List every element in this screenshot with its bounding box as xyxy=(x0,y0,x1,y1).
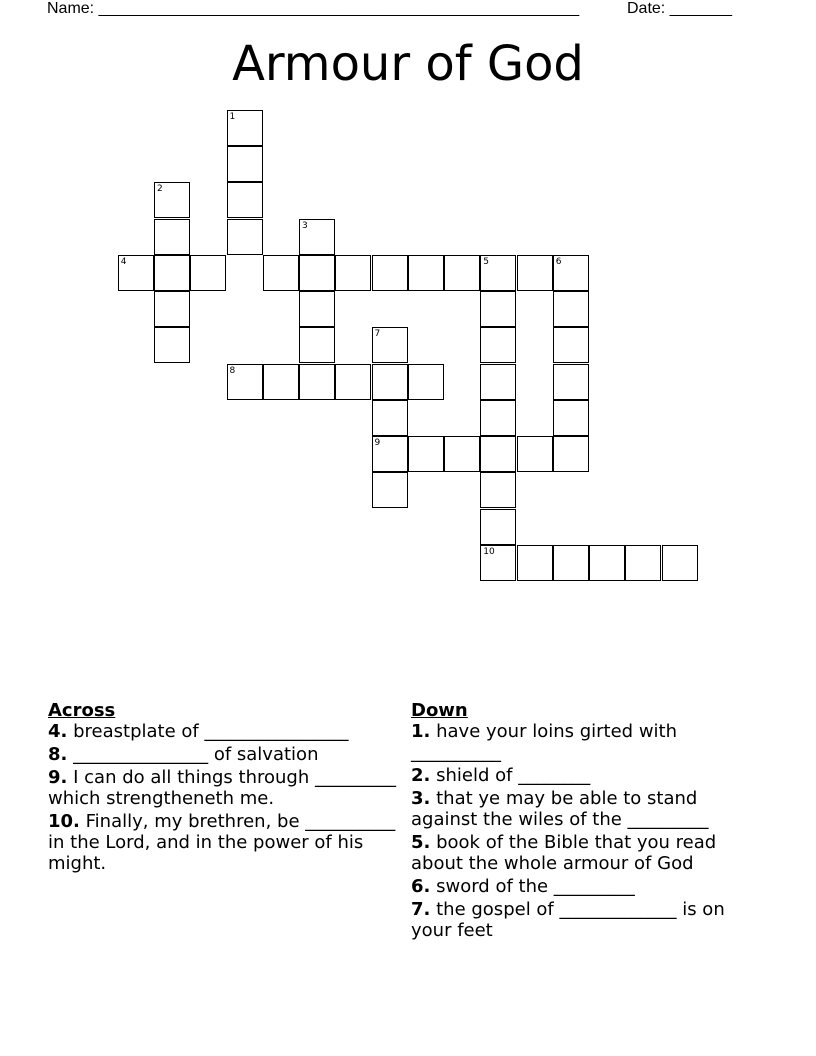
crossword-cell[interactable] xyxy=(553,436,589,472)
clue-text: _______________ of salvation xyxy=(73,744,319,765)
cell-number: 6 xyxy=(555,256,562,267)
across-clues xyxy=(48,700,398,876)
crossword-cell[interactable] xyxy=(118,255,154,291)
down-clues xyxy=(411,700,751,943)
crossword-cell[interactable] xyxy=(372,436,408,472)
crossword-cell[interactable] xyxy=(553,291,589,327)
date-field-label: Date: _______ xyxy=(627,0,732,17)
cell-number: 5 xyxy=(483,256,489,267)
crossword-cell[interactable] xyxy=(227,219,263,255)
cell-number: 10 xyxy=(483,546,495,557)
crossword-cell[interactable] xyxy=(190,255,226,291)
clue-number: 2. xyxy=(411,765,431,786)
clue-number: 8. xyxy=(48,744,68,765)
crossword-cell[interactable] xyxy=(408,255,444,291)
crossword-cell[interactable] xyxy=(480,364,516,400)
crossword-cell[interactable] xyxy=(372,472,408,508)
clue-number: 1. xyxy=(411,721,431,742)
down-heading: Down xyxy=(411,700,468,721)
crossword-cell[interactable] xyxy=(227,146,263,182)
clue-number: 3. xyxy=(411,788,431,809)
name-field-label: Name: ______________________________________________________ xyxy=(47,0,580,17)
crossword-cell[interactable] xyxy=(480,291,516,327)
crossword-cell[interactable] xyxy=(227,182,263,218)
crossword-cell[interactable] xyxy=(480,509,516,545)
clue-text: book of the Bible that you read about the whole armour of God xyxy=(411,832,717,874)
crossword-cell[interactable] xyxy=(517,545,553,581)
crossword-cell[interactable] xyxy=(227,110,263,146)
across-clue xyxy=(48,811,398,874)
crossword-cell[interactable] xyxy=(154,219,190,255)
cell-number: 7 xyxy=(374,329,381,340)
down-clue xyxy=(411,765,751,786)
crossword-cell[interactable] xyxy=(553,327,589,363)
crossword-cell[interactable] xyxy=(408,436,444,472)
crossword-cell[interactable] xyxy=(553,364,589,400)
crossword-cell[interactable] xyxy=(263,255,299,291)
across-clue xyxy=(48,744,398,765)
crossword-cell[interactable] xyxy=(335,364,371,400)
down-clue xyxy=(411,876,751,897)
clue-number: 5. xyxy=(411,832,431,853)
cell-number: 9 xyxy=(374,438,381,448)
crossword-cell[interactable] xyxy=(480,436,516,472)
cell-number: 3 xyxy=(302,220,308,231)
crossword-cell[interactable] xyxy=(480,400,516,436)
crossword-cell[interactable] xyxy=(553,400,589,436)
clue-text: that ye may be able to stand against the wiles of the _________ xyxy=(411,788,709,830)
crossword-cell[interactable] xyxy=(299,291,335,327)
clue-text: have your loins girted with __________ xyxy=(411,721,678,763)
crossword-cell[interactable] xyxy=(589,545,625,581)
crossword-cell[interactable] xyxy=(480,255,516,291)
down-clue xyxy=(411,788,751,830)
crossword-cell[interactable] xyxy=(372,255,408,291)
cell-number: 8 xyxy=(229,365,236,376)
down-clue xyxy=(411,899,751,941)
clue-text: shield of ________ xyxy=(436,765,591,786)
cell-number: 1 xyxy=(229,111,236,122)
crossword-cell[interactable] xyxy=(444,255,480,291)
crossword-cell[interactable] xyxy=(299,364,335,400)
crossword-cell[interactable] xyxy=(517,255,553,291)
clue-text: Finally, my brethren, be __________ in the Lord, and in the power of his might. xyxy=(48,811,396,874)
crossword-cell[interactable] xyxy=(263,364,299,400)
crossword-cell[interactable] xyxy=(517,436,553,472)
across-clue xyxy=(48,767,398,809)
across-heading: Across xyxy=(48,700,116,721)
clue-text: breastplate of ________________ xyxy=(73,721,349,742)
crossword-cell[interactable] xyxy=(227,364,263,400)
crossword-cell[interactable] xyxy=(299,327,335,363)
crossword-cell[interactable] xyxy=(154,327,190,363)
crossword-cell[interactable] xyxy=(480,545,516,581)
crossword-cell[interactable] xyxy=(408,364,444,400)
crossword-cell[interactable] xyxy=(299,219,335,255)
crossword-cell[interactable] xyxy=(372,364,408,400)
crossword-cell[interactable] xyxy=(154,291,190,327)
clue-text: sword of the _________ xyxy=(436,876,635,897)
crossword-cell[interactable] xyxy=(335,255,371,291)
crossword-cell[interactable] xyxy=(372,327,408,363)
crossword-cell[interactable] xyxy=(662,545,698,581)
crossword-cell[interactable] xyxy=(154,255,190,291)
clue-number: 6. xyxy=(411,876,431,897)
clue-number: 9. xyxy=(48,767,68,788)
crossword-cell[interactable] xyxy=(625,545,661,581)
crossword-cell[interactable] xyxy=(480,327,516,363)
cell-number: 4 xyxy=(120,256,127,267)
down-clue xyxy=(411,832,751,874)
crossword-cell[interactable] xyxy=(480,472,516,508)
crossword-cell[interactable] xyxy=(154,182,190,218)
crossword-cell[interactable] xyxy=(553,255,589,291)
crossword-cell[interactable] xyxy=(553,545,589,581)
puzzle-title: Armour of God xyxy=(232,36,584,92)
cell-number: 2 xyxy=(157,184,163,195)
clue-number: 10. xyxy=(48,811,80,832)
across-clue xyxy=(48,721,398,742)
clue-text: the gospel of _____________ is on your feet xyxy=(411,899,725,941)
clue-number: 7. xyxy=(411,899,431,920)
clue-number: 4. xyxy=(48,721,68,742)
crossword-cell[interactable] xyxy=(444,436,480,472)
down-clue xyxy=(411,721,751,763)
crossword-cell[interactable] xyxy=(299,255,335,291)
crossword-cell[interactable] xyxy=(372,400,408,436)
clue-text: I can do all things through _________ which strengtheneth me. xyxy=(48,767,396,809)
